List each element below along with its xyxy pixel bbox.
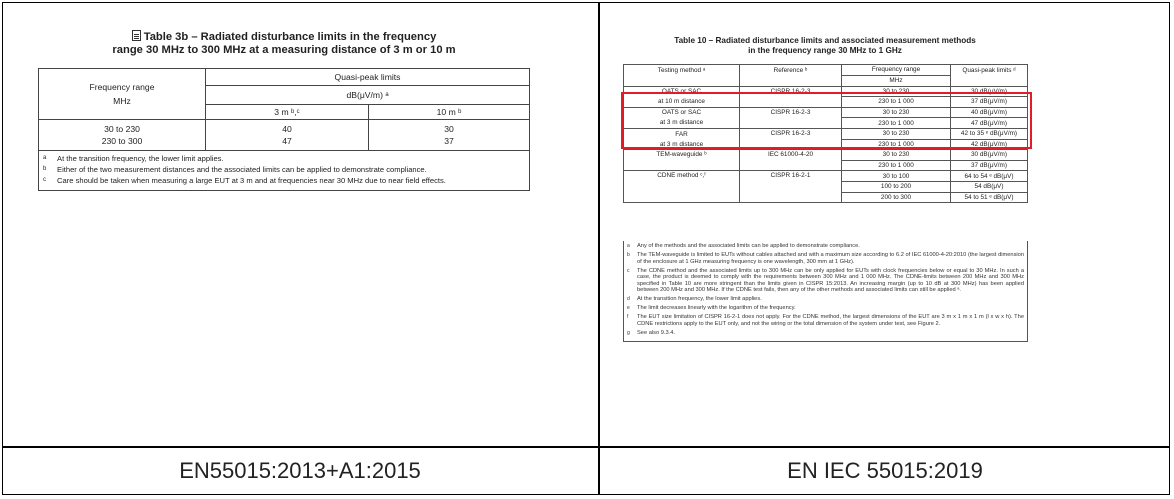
header-frequency-range: Frequency range bbox=[842, 65, 951, 76]
table-cell: 30 to 230 bbox=[842, 107, 951, 118]
table-cell: 54 to 51 ᵉ dB(μV) bbox=[951, 192, 1028, 203]
reference-cell: CISPR 16-2-3 bbox=[740, 86, 842, 107]
footnote: g See also 9.3.4. bbox=[627, 329, 675, 336]
column-divider bbox=[598, 2, 600, 495]
method-cell: OATS or SAC bbox=[624, 107, 740, 118]
table-cell: 42 to 35 ᵉ dB(μV/m) bbox=[951, 128, 1028, 139]
method-cell: TEM-waveguide ᵇ bbox=[624, 150, 740, 171]
footnote: e The limit decreases linearly with the logarithm of the frequency. bbox=[627, 305, 796, 312]
table-cell: 100 to 200 bbox=[842, 181, 951, 192]
reference-cell: CISPR 16-2-3 bbox=[740, 107, 842, 128]
header-quasi-peak: Quasi-peak limits bbox=[206, 69, 530, 86]
header-testing-method: Testing method ᵃ bbox=[624, 65, 740, 76]
table-cell: 200 to 300 bbox=[842, 192, 951, 203]
footnote: f The EUT size limitation of CISPR 16-2-1 does not apply. For the CDNE method, the largest dimensions of the EUT are 3 m x 1 m x 1 m (l x w x h). The CDNE restrictions apply to the EUT only, and not the wiring or the total dimension of the system under test, see Figure 2. bbox=[627, 314, 1024, 327]
header-10m: 10 m ᵇ bbox=[369, 105, 530, 120]
table-cell: 47 bbox=[206, 135, 369, 151]
footnote: a At the transition frequency, the lower limit applies. bbox=[43, 154, 224, 163]
table-cell: 230 to 1 000 bbox=[842, 118, 951, 129]
method-cell: OATS or SAC bbox=[624, 86, 740, 97]
method-cell: FAR bbox=[624, 128, 740, 139]
right-footnotes bbox=[623, 241, 1028, 342]
table-cell: 30 to 230 bbox=[842, 150, 951, 161]
table-cell: 230 to 300 bbox=[39, 135, 206, 151]
table-cell: 42 dB(μV/m) bbox=[951, 139, 1028, 150]
method-cell: CDNE method ᶜ,ᶠ bbox=[624, 171, 740, 203]
table-cell: 64 to 54 ᵉ dB(μV) bbox=[951, 171, 1028, 182]
table-cell: 30 to 230 bbox=[39, 120, 206, 136]
left-footnotes bbox=[38, 151, 530, 191]
reference-cell: IEC 61000-4-20 bbox=[740, 150, 842, 171]
right-document bbox=[620, 36, 1030, 336]
table-cell: 30 dB(μV/m) bbox=[951, 86, 1028, 97]
footnote: c The CDNE method and the associated limits up to 300 MHz can be only applied for EUTs with clock frequencies below or equal to 30 MHz. In such a case, the product is deemed to comply with the requirements between 300 MHz and 1 000 MHz. The CDNE-limits between 200 MHz and 300 MHz specified in Table 10 are more stringent than the limits given in CISPR 15:2013. An increasing margin (up to 10 dB at 300 MHz) has been applied between 200 MHz and 300 MHz. If the CDNE test fails, then any of the other methods and associated limits can still be applied ᵃ. bbox=[627, 267, 1024, 294]
header-unit: dB(μV/m) ᵃ bbox=[206, 86, 530, 105]
left-table-title: Table 3b – Radiated disturbance limits in the frequency range 30 MHz to 300 MHz at a measuring distance of 3 m or 10 m bbox=[112, 31, 456, 56]
header-reference: Reference ᵇ bbox=[740, 65, 842, 76]
right-table-title: Table 10 – Radiated disturbance limits and associated measurement methods in the frequency range 30 MHz to 1 GHz bbox=[674, 36, 976, 55]
footnote: d At the transition frequency, the lower limit applies. bbox=[627, 296, 762, 303]
table-cell: 40 dB(μV/m) bbox=[951, 107, 1028, 118]
footnote: b The TEM-waveguide is limited to EUTs without cables attached and with a maximum size according to 6.2 of IEC 61000-4-20:2010 (the largest dimension of the enclosure at 1 GHz measuring frequency is one wavelength, 300 mm at 1 GHz). bbox=[627, 251, 1024, 265]
left-limits-table bbox=[38, 68, 530, 151]
table-cell: 30 to 230 bbox=[842, 128, 951, 139]
method-cell: at 3 m distance bbox=[624, 139, 740, 150]
header-3m: 3 m ᵇ,ᶜ bbox=[206, 105, 369, 120]
right-caption: EN IEC 55015:2019 bbox=[787, 458, 983, 483]
table-cell: 30 to 230 bbox=[842, 86, 951, 97]
method-cell: at 10 m distance bbox=[624, 97, 740, 108]
left-document bbox=[38, 30, 530, 185]
reference-cell: CISPR 16-2-3 bbox=[740, 128, 842, 149]
table-cell: 37 dB(μV/m) bbox=[951, 160, 1028, 171]
header-quasi-peak: Quasi-peak limits ᵈ bbox=[951, 65, 1028, 76]
table-cell: 30 bbox=[369, 120, 530, 136]
table-cell: 47 dB(μV/m) bbox=[951, 118, 1028, 129]
left-caption: EN55015:2013+A1:2015 bbox=[179, 458, 421, 483]
footnote: b Either of the two measurement distances and the associated limits can be applied to demonstrate compliance. bbox=[43, 165, 427, 174]
table-cell: 30 to 100 bbox=[842, 171, 951, 182]
reference-cell: CISPR 16-2-1 bbox=[740, 171, 842, 203]
table-cell: 30 dB(μV/m) bbox=[951, 150, 1028, 161]
header-unit: MHz bbox=[842, 75, 951, 86]
table-cell: 37 bbox=[369, 135, 530, 151]
footnote: c Care should be taken when measuring a large EUT at 3 m and at frequencies near 30 MHz due to near field effects. bbox=[43, 176, 446, 185]
table-cell: 230 to 1 000 bbox=[842, 97, 951, 108]
document-icon bbox=[132, 30, 141, 41]
table-cell: 54 dB(μV) bbox=[951, 181, 1028, 192]
table-cell: 40 bbox=[206, 120, 369, 136]
header-frequency-range: Frequency range MHz bbox=[39, 69, 206, 120]
table-cell: 230 to 1 000 bbox=[842, 160, 951, 171]
table-cell: 230 to 1 000 bbox=[842, 139, 951, 150]
table-cell: 37 dB(μV/m) bbox=[951, 97, 1028, 108]
method-cell: at 3 m distance bbox=[624, 118, 740, 129]
highlight-box bbox=[621, 92, 1032, 149]
footnote: a Any of the methods and the associated limits can be applied to demonstrate compliance. bbox=[627, 243, 860, 249]
